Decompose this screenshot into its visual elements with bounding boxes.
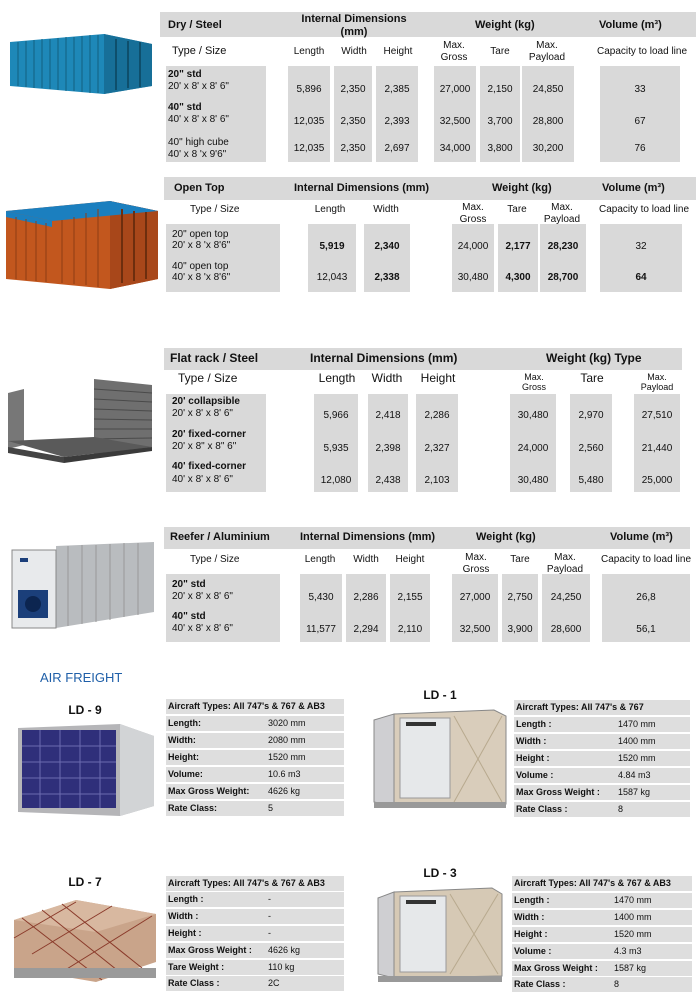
spec-label: Aircraft Types: All 747's & 767 & AB3 [168, 701, 325, 711]
row-name: 20" open top [172, 229, 229, 240]
row-length: 5,919 [319, 241, 345, 252]
spec-value: 110 kg [268, 962, 295, 972]
row-tare: 3,700 [487, 116, 513, 127]
row-payload: 28,800 [532, 116, 564, 127]
row-volume: 32 [635, 241, 647, 252]
spec-label: Tare Weight : [168, 962, 225, 972]
spec-label: Rate Class : [516, 804, 568, 814]
row-name: 40" std [168, 102, 202, 113]
spec-label: Aircraft Types: All 747's & 767 & AB3 [168, 878, 325, 888]
row-size: 20' x 8' x 8' 6" [172, 591, 233, 602]
spec-value: - [268, 911, 271, 921]
row-height: 2,103 [424, 475, 450, 486]
row-length: 12,043 [316, 272, 348, 283]
flat-height-label: Height [420, 371, 456, 385]
row-height: 2,327 [424, 443, 450, 454]
row-width: 2,418 [375, 410, 401, 421]
spec-label: Length : [514, 895, 550, 905]
row-payload: 28,700 [547, 272, 579, 283]
flat-max-gross-label: Max. Gross [521, 372, 546, 393]
reefer-type-size-label: Type / Size [190, 554, 240, 565]
open-weight-header: Weight (kg) [492, 182, 552, 194]
row-length: 5,966 [323, 410, 349, 421]
row-length: 5,935 [323, 443, 349, 454]
row-size: 40' x 8' x 8' 6" [172, 474, 233, 485]
row-tare: 2,970 [578, 410, 604, 421]
row-name: 40" std [172, 611, 206, 622]
row-height: 2,697 [384, 143, 410, 154]
spec-value: 1520 mm [614, 929, 652, 939]
open-type-size-label: Type / Size [190, 204, 240, 215]
dry-dims-header: Internal Dimensions (mm) [301, 13, 407, 38]
row-volume: 67 [634, 116, 646, 127]
spec-label: Width: [168, 735, 196, 745]
flat-max-payload-label: Max. Payload [640, 372, 674, 393]
dry-length-label: Length [293, 46, 325, 57]
reefer-title: Reefer / Aluminium [170, 531, 270, 543]
row-width: 2,340 [374, 241, 400, 252]
row-tare: 3,800 [487, 143, 513, 154]
spec-value: 2080 mm [268, 735, 306, 745]
row-length: 12,035 [293, 143, 325, 154]
reefer-container-image [8, 540, 156, 636]
open-tare-label: Tare [507, 204, 527, 215]
reefer-volume-header: Volume (m³) [610, 531, 673, 543]
dry-max-gross-label: Max. Gross [440, 40, 468, 63]
spec-value: 1520 mm [618, 753, 656, 763]
reefer-tare-label: Tare [510, 554, 530, 565]
row-gross: 30,480 [517, 475, 549, 486]
row-width: 2,350 [340, 116, 366, 127]
spec-label: Volume : [514, 946, 552, 956]
spec-label: Max Gross Weight: [168, 786, 250, 796]
row-size: 20' x 8" x 8" 6" [172, 441, 237, 452]
row-length: 5,896 [296, 84, 322, 95]
spec-value: 1470 mm [618, 719, 656, 729]
ld9-container-image [16, 722, 156, 818]
spec-label: Max Gross Weight : [516, 787, 600, 797]
spec-value: 4.84 m3 [618, 770, 651, 780]
spec-label: Length : [516, 719, 552, 729]
spec-value: 1470 mm [614, 895, 652, 905]
ld9-name: LD - 9 [68, 703, 102, 717]
ld3-container-image [374, 884, 506, 986]
reefer-max-gross-label: Max. Gross [462, 552, 490, 575]
open-dims-header: Internal Dimensions (mm) [294, 182, 430, 194]
row-width: 2,350 [340, 143, 366, 154]
row-length: 12,080 [320, 475, 352, 486]
spec-label: Length : [168, 894, 204, 904]
spec-value: 1587 kg [618, 787, 651, 797]
spec-value: 4.3 m3 [614, 946, 642, 956]
spec-value: 1400 mm [614, 912, 652, 922]
dry-type-size-label: Type / Size [172, 45, 227, 57]
dry-width-label: Width [341, 46, 367, 57]
row-width: 2,350 [340, 84, 366, 95]
row-name: 20' fixed-corner [172, 429, 247, 440]
row-payload: 25,000 [641, 475, 673, 486]
spec-value: 1400 mm [618, 736, 656, 746]
flat-tare-label: Tare [580, 371, 604, 385]
row-tare: 2,560 [578, 443, 604, 454]
flat-type-size-label: Type / Size [178, 371, 238, 385]
row-height: 2,385 [384, 84, 410, 95]
flat-width-label: Width [371, 371, 403, 385]
row-volume: 56,1 [636, 624, 656, 635]
spec-label: Aircraft Types: All 747's & 767 & AB3 [514, 878, 671, 888]
row-length: 5,430 [308, 592, 334, 603]
row-gross: 27,000 [459, 592, 491, 603]
dry-tare-label: Tare [490, 46, 510, 57]
spec-label: Volume: [168, 769, 203, 779]
row-size: 20' x 8 'x 8'6" [172, 240, 231, 251]
spec-label: Max Gross Weight : [168, 945, 252, 955]
row-name: 20" std [168, 69, 202, 80]
spec-label: Length: [168, 718, 201, 728]
spec-label: Rate Class: [168, 803, 218, 813]
row-volume: 33 [634, 84, 646, 95]
row-payload: 24,850 [532, 84, 564, 95]
row-tare: 3,900 [507, 624, 533, 635]
spec-label: Width : [514, 912, 545, 922]
spec-value: 4626 kg [268, 945, 301, 955]
spec-label: Height : [168, 928, 202, 938]
open-max-gross-label: Max. Gross [459, 202, 487, 225]
open-width-label: Width [373, 204, 399, 215]
ld3-name: LD - 3 [423, 866, 457, 880]
row-size: 40' x 8 'x 9'6" [168, 149, 227, 160]
row-tare: 2,150 [487, 84, 513, 95]
reefer-width-label: Width [353, 554, 379, 565]
row-gross: 24,000 [457, 241, 489, 252]
open-top-container-image [2, 193, 160, 293]
dry-volume-header: Volume (m³) [599, 19, 662, 31]
row-name: 40' fixed-corner [172, 461, 247, 472]
row-width: 2,286 [353, 592, 379, 603]
row-name: 20" std [172, 579, 206, 590]
row-length: 11,577 [306, 624, 336, 635]
spec-label: Max Gross Weight : [514, 963, 598, 973]
row-payload: 21,440 [641, 443, 673, 454]
row-volume: 26,8 [636, 592, 656, 603]
spec-label: Height : [514, 929, 548, 939]
ld7-container-image [12, 892, 158, 986]
spec-label: Rate Class : [168, 978, 220, 988]
row-payload: 27,510 [641, 410, 673, 421]
flat-length-label: Length [318, 371, 356, 385]
row-name: 40" high cube [168, 137, 229, 148]
ld7-name: LD - 7 [68, 875, 102, 889]
flat-title: Flat rack / Steel [170, 351, 259, 365]
flat-rack-image [4, 375, 154, 470]
row-length: 12,035 [293, 116, 325, 127]
spec-value: - [268, 894, 271, 904]
spec-value: 3020 mm [268, 718, 306, 728]
spec-value: 1520 mm [268, 752, 306, 762]
dry-weight-header: Weight (kg) [475, 19, 535, 31]
dry-height-label: Height [383, 46, 413, 57]
reefer-max-payload-label: Max. Payload [546, 552, 584, 575]
open-capacity-label: Capacity to load line [598, 204, 690, 215]
ld1-name: LD - 1 [423, 688, 457, 702]
row-payload: 24,250 [550, 592, 582, 603]
row-size: 40' x 8' x 8' 6" [168, 114, 229, 125]
open-volume-header: Volume (m³) [602, 182, 665, 194]
spec-value: 4626 kg [268, 786, 301, 796]
row-name: 20' collapsible [172, 396, 240, 407]
reefer-dims-header: Internal Dimensions (mm) [300, 531, 436, 543]
spec-value: - [268, 928, 271, 938]
spec-label: Height: [168, 752, 199, 762]
row-height: 2,155 [397, 592, 423, 603]
row-size: 40' x 8 'x 8'6" [172, 272, 231, 283]
reefer-height-label: Height [395, 554, 425, 565]
reefer-weight-header: Weight (kg) [476, 531, 536, 543]
spec-value: 2C [268, 978, 280, 988]
spec-value: 1587 kg [614, 963, 647, 973]
flat-weight-header: Weight (kg) Type [546, 351, 642, 365]
row-width: 2,438 [375, 475, 401, 486]
row-tare: 4,300 [505, 272, 531, 283]
air-freight-title: AIR FREIGHT [40, 670, 123, 685]
row-gross: 24,000 [517, 443, 549, 454]
row-tare: 2,750 [507, 592, 533, 603]
row-payload: 28,600 [550, 624, 582, 635]
spec-label: Width : [516, 736, 547, 746]
row-gross: 32,500 [459, 624, 491, 635]
dry-max-payload-label: Max. Payload [528, 40, 566, 63]
dry-container-image [4, 30, 154, 94]
spec-value: 10.6 m3 [268, 769, 301, 779]
row-height: 2,110 [397, 624, 423, 635]
open-title: Open Top [174, 182, 225, 194]
row-volume: 64 [635, 272, 647, 283]
ld1-container-image [370, 706, 510, 814]
row-size: 40' x 8' x 8' 6" [172, 623, 233, 634]
spec-label: Rate Class : [514, 979, 566, 989]
spec-value: 5 [268, 803, 274, 813]
spec-label: Height : [516, 753, 550, 763]
row-tare: 2,177 [505, 241, 531, 252]
open-length-label: Length [314, 204, 346, 215]
reefer-capacity-label: Capacity to load line [600, 554, 692, 565]
open-max-payload-label: Max. Payload [543, 202, 581, 225]
reefer-length-label: Length [304, 554, 336, 565]
row-width: 2,338 [374, 272, 400, 283]
row-width: 2,398 [375, 443, 401, 454]
spec-value: 8 [618, 804, 624, 814]
row-size: 20' x 8' x 8' 6" [168, 81, 229, 92]
row-volume: 76 [634, 143, 646, 154]
row-height: 2,286 [424, 410, 450, 421]
row-payload: 30,200 [532, 143, 564, 154]
row-size: 20' x 8' x 8' 6" [172, 408, 233, 419]
flat-dims-header: Internal Dimensions (mm) [310, 351, 458, 365]
row-height: 2,393 [384, 116, 410, 127]
row-gross: 32,500 [439, 116, 471, 127]
dry-title: Dry / Steel [168, 19, 222, 31]
row-gross: 27,000 [439, 84, 471, 95]
row-payload: 28,230 [547, 241, 579, 252]
row-name: 40" open top [172, 261, 229, 272]
spec-value: 8 [614, 979, 620, 989]
spec-label: Aircraft Types: All 747's & 767 [516, 702, 644, 712]
row-width: 2,294 [353, 624, 379, 635]
row-gross: 30,480 [517, 410, 549, 421]
dry-capacity-label: Capacity to load line [596, 46, 688, 57]
row-tare: 5,480 [578, 475, 604, 486]
spec-label: Width : [168, 911, 199, 921]
spec-label: Volume : [516, 770, 554, 780]
row-gross: 34,000 [439, 143, 471, 154]
row-gross: 30,480 [457, 272, 489, 283]
